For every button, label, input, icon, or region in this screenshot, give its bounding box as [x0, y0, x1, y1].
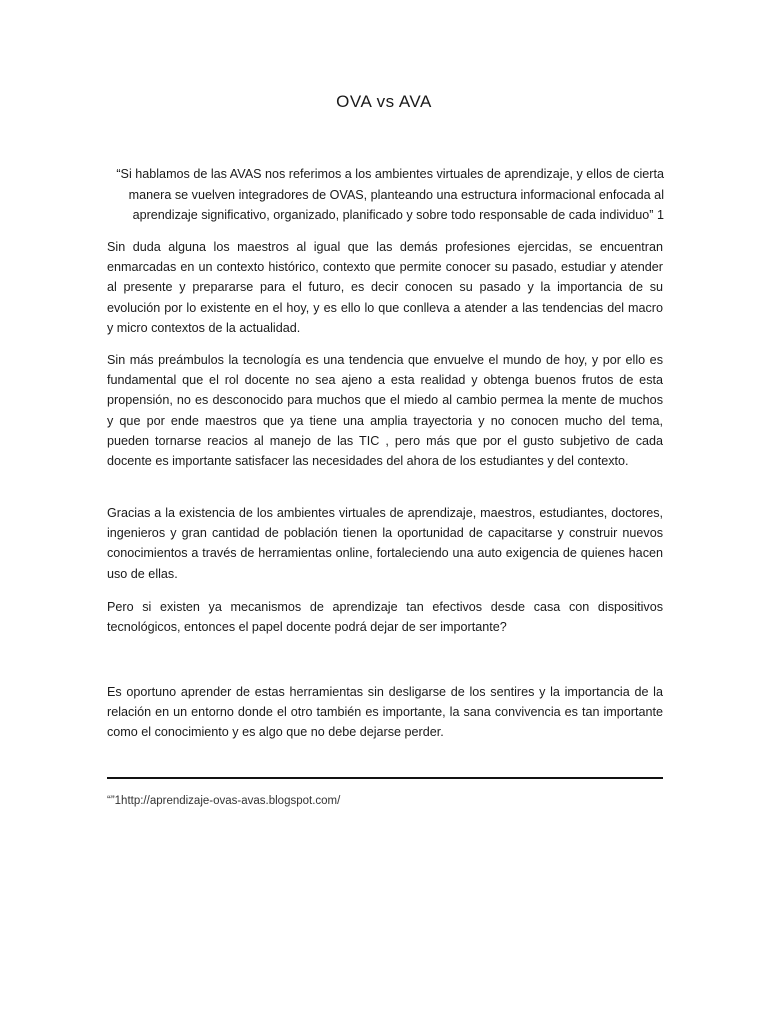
quote-text: “Si hablamos de las AVAS nos referimos a los ambientes virtuales de aprendizaje, y ellos de cierta manera se vuelven integradores de OVAS, planteando una estructura informacional enfocada al aprendizaje significativo, organizado, planificado y sobre todo responsable de cada individuo” — [116, 167, 664, 222]
document-title: OVA vs AVA — [336, 92, 432, 111]
opening-quote — [112, 164, 664, 226]
quote-footnote-ref: 1 — [653, 208, 664, 222]
paragraph-5: Es oportuno aprender de estas herramientas sin desligarse de los sentires y la importancia de la relación en un entorno donde el otro también es importante, la sana convivencia es tan importante como el conocimiento y es algo que no debe dejarse perder. — [107, 685, 663, 740]
paragraph-3: Gracias a la existencia de los ambientes virtuales de aprendizaje, maestros, estudiantes, doctores, ingenieros y gran cantidad de población tienen la oportunidad de capacitarse y construir nuevos conocimientos a través de herramientas online, fortaleciendo una auto exigencia de quienes hacen uso de ellas. — [107, 506, 663, 581]
paragraph-4: Pero si existen ya mecanismos de aprendizaje tan efectivos desde casa con dispositivos tecnológicos, entonces el papel docente podrá dejar de ser importante? — [107, 600, 663, 635]
footnote: “”1http://aprendizaje-ovas-avas.blogspot.com/ — [107, 795, 341, 807]
paragraph-2: Sin más preámbulos la tecnología es una tendencia que envuelve el mundo de hoy, y por ello es fundamental que el rol docente no sea ajeno a esta realidad y obtenga buenos frutos de esta propensión, no es desconocido para muchos que el miedo al cambio permea la mente de muchos y que por ende maestros que ya tiene una amplia trayectoria y no conocen mucho del tema, pueden tornarse reacios al manejo de las TIC , pero más que por el gusto subjetivo de cada docente es importante satisfacer las necesidades del ahora de los estudiantes y del contexto. — [107, 353, 663, 469]
paragraph-1: Sin duda alguna los maestros al igual que las demás profesiones ejercidas, se encuentran enmarcadas en un contexto histórico, contexto que permite conocer su pasado, estudiar y atender al presente y prepararse para el futuro, es decir conocen su pasado y la importancia de su evolución por lo existente en el hoy, y es ello lo que conlleva a atender a las tendencias del macro y micro contextos de la actualidad. — [107, 240, 663, 335]
footnote-separator — [107, 777, 663, 779]
